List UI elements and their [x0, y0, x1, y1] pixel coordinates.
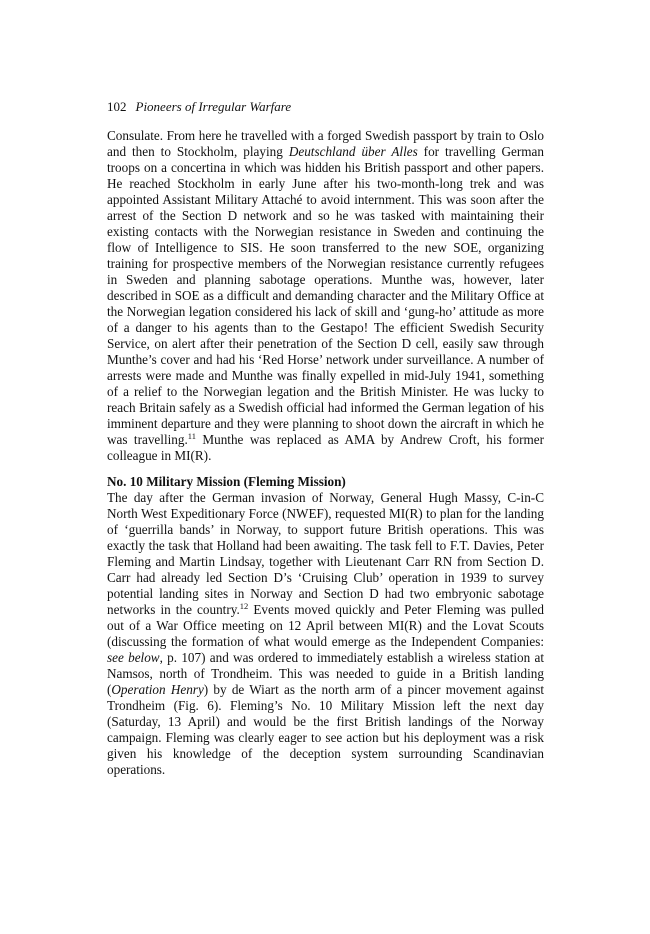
- text-run: The day after the German invasion of Norway, General Hugh Massy, C-in-C North West Expeditionary Force (NWEF), requested MI(R) to plan for the landing of ‘guerrilla bands’ in Norway, to support future British operations. This was exactly the task that Holland had been awaiting. The task fell to F.T. Davies, Peter Fleming and Martin Lindsay, together with Lieutenant Carr RN from Section D. Carr had already led Section D’s ‘Cruising Club’ operation in 1939 to survey potential landing sites in Norway and Section D had two embryonic sabotage networks in the country.: [107, 490, 544, 617]
- text-run: , p. 107) and was ordered to immediately establish a wireless station at Namsos, north of Trondheim. This was needed to guide in a British landing (: [107, 650, 544, 697]
- running-head: [107, 98, 544, 116]
- text-run: Munthe was replaced as AMA by Andrew Croft, his former colleague in MI(R).: [107, 432, 544, 463]
- footnote-ref-11: 11: [187, 431, 196, 441]
- section-heading: No. 10 Military Mission (Fleming Mission): [107, 474, 346, 489]
- body-paragraph-1: [107, 128, 544, 464]
- text-run: for travelling German troops on a concertina in which was hidden his British passport and other papers. He reached Stockholm in early June after his two-month-long trek and was appointed Assistant Military Attaché to avoid internment. This was soon after the arrest of the Section D network and so he was tasked with maintaining their existing contacts with the Norwegian resistance in Sweden and continuing the flow of Intelligence to SIS. He soon transferred to the new SOE, organizing training for prospective members of the Norwegian resistance currently refugees in Sweden and planning sabotage operations. Munthe was, however, later described in SOE as a difficult and demanding character and the Military Office at the Norwegian legation considered his lack of skill and ‘gung-ho’ attitude as more of a danger to his agents than to the Gestapo! The efficient Swedish Security Service, on alert after their penetration of the Section D cell, easily saw through Munthe’s cover and had his ‘Red Horse’ network under surveillance. A number of arrests were made and Munthe was finally expelled in mid-July 1941, something of a relief to the Norwegian legation and the British Minister. He was lucky to reach Britain safely as a Swedish official had informed the German legation of his imminent departure and they were planning to shoot down the aircraft in which he was travelling.: [107, 144, 544, 447]
- page-number: 102: [107, 99, 127, 114]
- italic-title: Deutschland über Alles: [288, 144, 418, 159]
- text-run: ) by de Wiart as the north arm of a pincer movement against Trondheim (Fig. 6). Fleming’s No. 10 Military Mission left the next day (Saturday, 13 April) and would be the first British landings of the Norway campaign. Fleming was clearly eager to see action but his deployment was a risk given his knowledge of the deception system surrounding Scandinavian operations.: [107, 682, 544, 777]
- italic-operation-name: Operation Henry: [111, 682, 204, 697]
- body-paragraph-2: [107, 490, 544, 778]
- footnote-ref-12: 12: [239, 601, 249, 611]
- italic-reference: see below: [107, 650, 160, 665]
- running-title: Pioneers of Irregular Warfare: [135, 99, 292, 114]
- text-run: Consulate. From here he travelled with a forged Swedish passport by train to Oslo and then to Stockholm, playing: [107, 128, 544, 159]
- text-run: Events moved quickly and Peter Fleming was pulled out of a War Office meeting on 12 April between MI(R) and the Lovat Scouts (discussing the formation of what would emerge as the Independent Companies:: [107, 602, 544, 649]
- book-page: [107, 98, 544, 778]
